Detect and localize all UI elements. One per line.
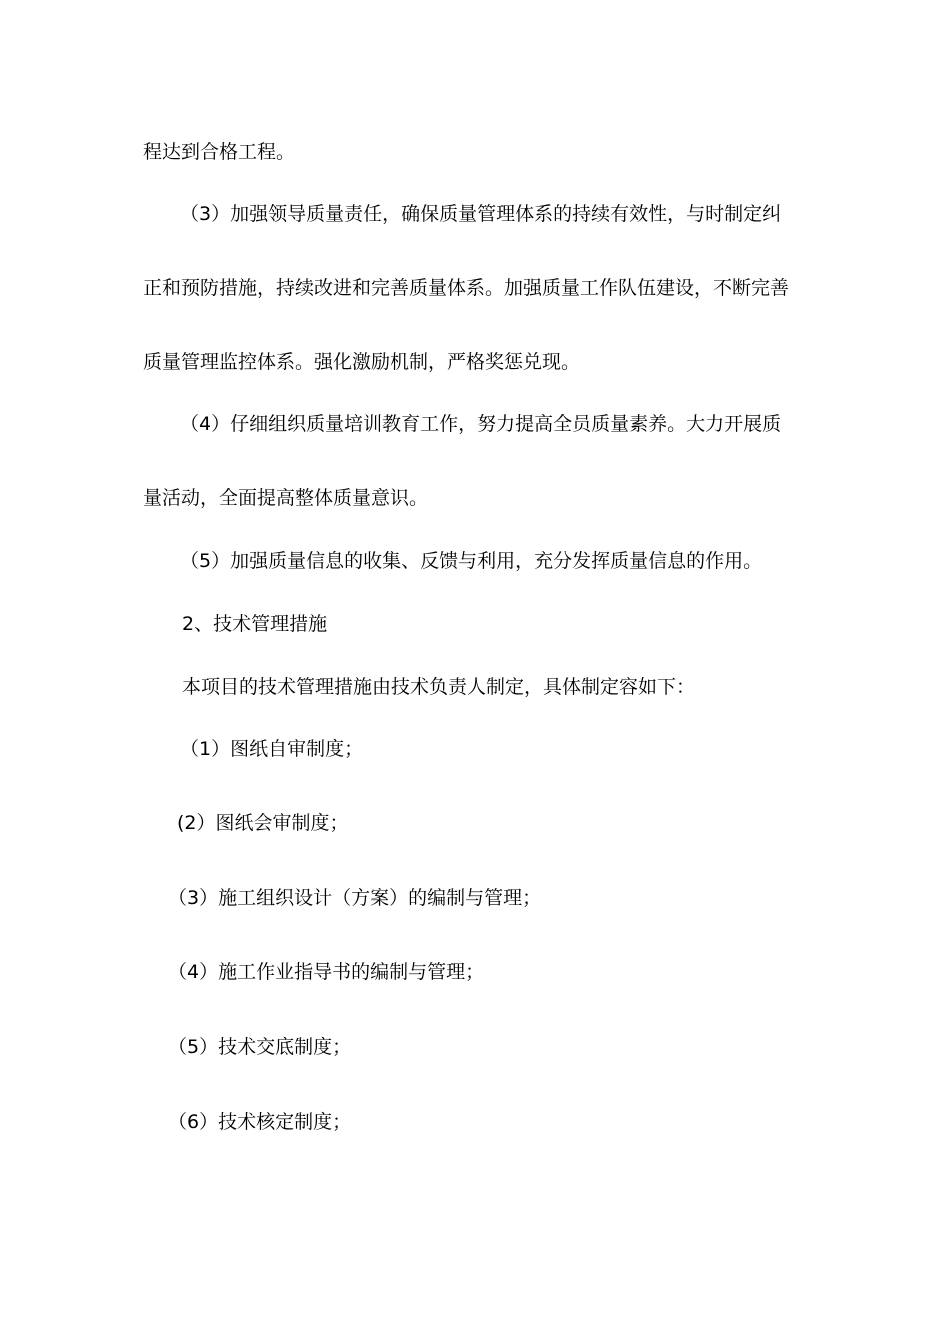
text-line: 量活动，全面提高整体质量意识。 — [143, 487, 429, 509]
list-item: （5）技术交底制度； — [168, 1036, 352, 1058]
text-line: 正和预防措施，持续改进和完善质量体系。加强质量工作队伍建设，不断完善 — [143, 277, 790, 299]
list-item: （3）施工组织设计（方案）的编制与管理； — [168, 887, 542, 909]
text-line: （5）加强质量信息的收集、反馈与利用，充分发挥质量信息的作用。 — [180, 550, 763, 572]
text-line: （3）加强领导质量责任，确保质量管理体系的持续有效性，与时制定纠 — [180, 203, 782, 225]
text-line: 质量管理监控体系。强化激励机制，严格奖惩兑现。 — [143, 351, 581, 373]
list-item: （6）技术核定制度； — [168, 1111, 352, 1133]
section-heading: 2、技术管理措施 — [182, 613, 328, 635]
text-line: 本项目的技术管理措施由技术负责人制定，具体制定容如下： — [182, 676, 696, 698]
text-line: 程达到合格工程。 — [143, 141, 296, 163]
text-line: （4）仔细组织质量培训教育工作，努力提高全员质量素养。大力开展质 — [180, 413, 782, 435]
list-item: (2）图纸会审制度； — [177, 812, 349, 834]
list-item: （4）施工作业指导书的编制与管理； — [168, 961, 485, 983]
list-item: （1）图纸自审制度； — [180, 738, 364, 760]
